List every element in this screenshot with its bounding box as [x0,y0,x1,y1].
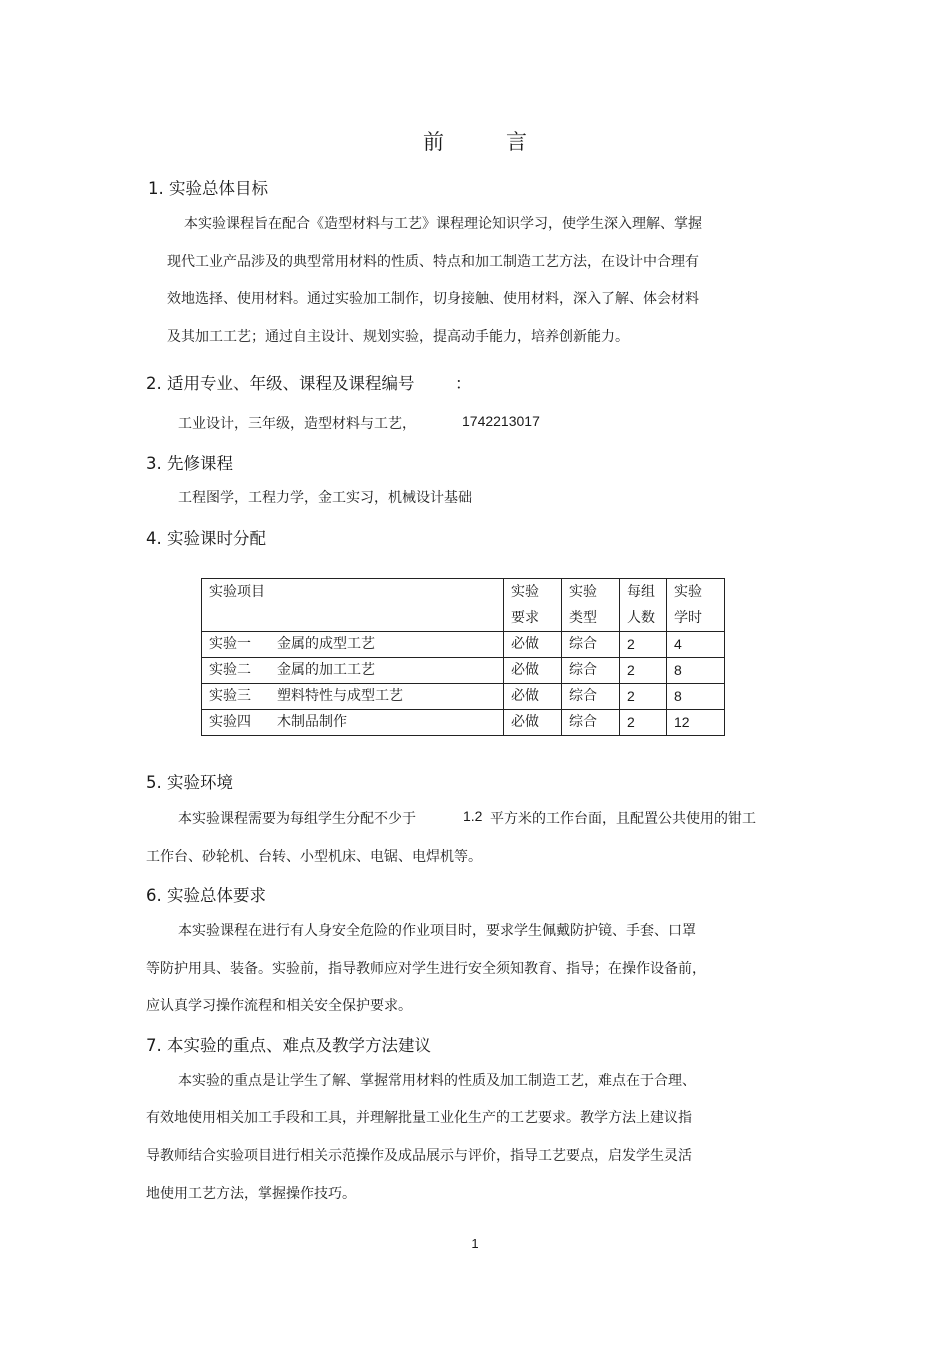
title-char-right: 言 [506,130,527,154]
cell-type: 综合 [562,684,620,710]
cell-type: 综合 [562,658,620,684]
cell-people: 2 [620,684,667,710]
cell-hours: 8 [667,684,725,710]
cell-requirement: 必做 [504,710,562,736]
cell-people: 2 [620,710,667,736]
section-6-line-3: 应认真学习操作流程和相关安全保护要求。 [146,998,412,1014]
table-header-row [202,579,725,632]
table-row [202,658,725,684]
section-7-heading: 7. 本实验的重点、难点及教学方法建议 [146,1036,431,1055]
section-2-colon: ： [455,374,472,393]
cell-project: 实验二 金属的加工工艺 [202,658,504,684]
section-1-line-2: 现代工业产品涉及的典型常用材料的性质、特点和加工制造工艺方法，在设计中合理有 [167,254,699,270]
header-cell-project: 实验项目 [202,579,504,632]
cell-type: 综合 [562,632,620,658]
section-1-line-3: 效地选择、使用材料。通过实验加工制作，切身接触、使用材料，深入了解、体会材料 [167,291,699,307]
section-1-heading: 1. 实验总体目标 [148,179,268,198]
cell-type: 综合 [562,710,620,736]
title-char-left: 前 [423,130,444,154]
page-number: 1 [471,1236,479,1251]
header-cell-hours: 实验 学时 [667,579,725,632]
cell-people: 2 [620,632,667,658]
table-row [202,710,725,736]
experiment-hours-table [201,578,725,736]
section-5-line-1a: 本实验课程需要为每组学生分配不少于 [178,811,416,827]
section-6-heading: 6. 实验总体要求 [146,886,266,905]
cell-requirement: 必做 [504,658,562,684]
section-2-text: 工业设计，三年级，造型材料与工艺， [178,416,416,432]
table-row [202,632,725,658]
section-2-heading: 2. 适用专业、年级、课程及课程编号 [146,374,415,393]
header-cell-requirement: 实验 要求 [504,579,562,632]
cell-requirement: 必做 [504,684,562,710]
cell-hours: 12 [667,710,725,736]
cell-project: 实验四 木制品制作 [202,710,504,736]
section-5-line-1b: 平方米的工作台面，且配置公共使用的钳工 [490,811,756,827]
header-cell-people: 每组 人数 [620,579,667,632]
section-5-heading: 5. 实验环境 [146,773,233,792]
cell-project: 实验一 金属的成型工艺 [202,632,504,658]
cell-hours: 4 [667,632,725,658]
section-7-line-4: 地使用工艺方法，掌握操作技巧。 [146,1186,356,1202]
section-6-line-1: 本实验课程在进行有人身安全危险的作业项目时，要求学生佩戴防护镜、手套、口罩 [178,923,696,939]
section-3-heading: 3. 先修课程 [146,454,233,473]
section-1-line-4: 及其加工工艺；通过自主设计、规划实验，提高动手能力，培养创新能力。 [167,329,629,345]
cell-requirement: 必做 [504,632,562,658]
cell-people: 2 [620,658,667,684]
table-row [202,684,725,710]
section-6-line-2: 等防护用具、装备。实验前，指导教师应对学生进行安全须知教育、指导；在操作设备前， [146,961,706,977]
section-5-line-2: 工作台、砂轮机、台转、小型机床、电锯、电焊机等。 [146,849,482,865]
page-title [0,126,950,156]
section-4-heading: 4. 实验课时分配 [146,529,266,548]
course-code: 1742213017 [462,413,540,429]
section-7-line-3: 导教师结合实验项目进行相关示范操作及成品展示与评价，指导工艺要点，启发学生灵活 [146,1148,692,1164]
header-cell-type: 实验 类型 [562,579,620,632]
section-3-text: 工程图学，工程力学，金工实习，机械设计基础 [178,490,472,506]
section-1-line-1: 本实验课程旨在配合《造型材料与工艺》课程理论知识学习，使学生深入理解、掌握 [184,216,702,232]
cell-hours: 8 [667,658,725,684]
section-7-line-1: 本实验的重点是让学生了解、掌握常用材料的性质及加工制造工艺，难点在于合理、 [178,1073,696,1089]
section-7-line-2: 有效地使用相关加工手段和工具，并理解批量工业化生产的工艺要求。教学方法上建议指 [146,1110,692,1126]
section-5-area-value: 1.2 [463,808,483,824]
cell-project: 实验三 塑料特性与成型工艺 [202,684,504,710]
